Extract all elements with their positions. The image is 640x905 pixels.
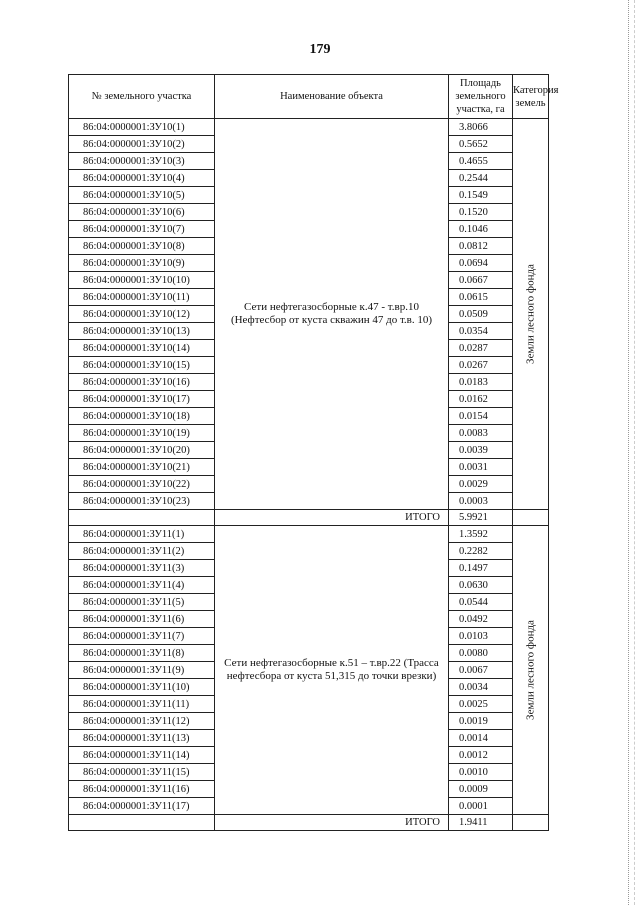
category-cell (513, 526, 549, 815)
area-cell: 0.0812 (449, 238, 513, 255)
total-label: ИТОГО (215, 815, 449, 831)
area-cell: 0.0003 (449, 493, 513, 510)
area-cell: 0.0019 (449, 713, 513, 730)
plot-number-cell: 86:04:0000001:ЗУ10(5) (69, 187, 215, 204)
area-cell: 0.0667 (449, 272, 513, 289)
page-edge-mark (634, 0, 636, 905)
plot-number-cell: 86:04:0000001:ЗУ10(8) (69, 238, 215, 255)
plot-number-cell: 86:04:0000001:ЗУ10(23) (69, 493, 215, 510)
area-cell: 0.0162 (449, 391, 513, 408)
plot-number-cell: 86:04:0000001:ЗУ10(20) (69, 442, 215, 459)
table-row (69, 119, 549, 136)
plot-number-cell: 86:04:0000001:ЗУ10(1) (69, 119, 215, 136)
table-header-row (69, 75, 549, 119)
plot-number-cell: 86:04:0000001:ЗУ10(19) (69, 425, 215, 442)
area-cell: 0.0029 (449, 476, 513, 493)
plot-number-cell: 86:04:0000001:ЗУ11(7) (69, 628, 215, 645)
area-cell: 1.3592 (449, 526, 513, 543)
area-cell: 0.0009 (449, 781, 513, 798)
plot-number-cell: 86:04:0000001:ЗУ10(15) (69, 357, 215, 374)
area-cell: 0.0031 (449, 459, 513, 476)
plot-number-cell: 86:04:0000001:ЗУ10(10) (69, 272, 215, 289)
plot-number-cell: 86:04:0000001:ЗУ10(3) (69, 153, 215, 170)
object-name-cell: Сети нефтегазосборные к.51 – т.вр.22 (Трасса нефтесбора от куста 51,315 до точки врезки) (215, 526, 449, 815)
plot-number-cell: 86:04:0000001:ЗУ10(17) (69, 391, 215, 408)
plot-number-cell: 86:04:0000001:ЗУ11(15) (69, 764, 215, 781)
plot-number-cell: 86:04:0000001:ЗУ11(17) (69, 798, 215, 815)
area-cell: 0.1520 (449, 204, 513, 221)
plot-number-cell: 86:04:0000001:ЗУ11(2) (69, 543, 215, 560)
total-label: ИТОГО (215, 510, 449, 526)
plot-number-cell: 86:04:0000001:ЗУ11(3) (69, 560, 215, 577)
area-cell: 0.0001 (449, 798, 513, 815)
total-row (69, 815, 549, 831)
area-cell: 0.0509 (449, 306, 513, 323)
area-cell: 0.0694 (449, 255, 513, 272)
area-cell: 0.0267 (449, 357, 513, 374)
plot-number-cell: 86:04:0000001:ЗУ11(12) (69, 713, 215, 730)
total-empty-cell (513, 815, 549, 831)
area-cell: 0.0014 (449, 730, 513, 747)
plot-number-cell: 86:04:0000001:ЗУ10(6) (69, 204, 215, 221)
plot-number-cell: 86:04:0000001:ЗУ10(7) (69, 221, 215, 238)
area-cell: 0.0039 (449, 442, 513, 459)
area-cell: 0.2282 (449, 543, 513, 560)
area-cell: 0.0080 (449, 645, 513, 662)
plot-number-cell: 86:04:0000001:ЗУ10(14) (69, 340, 215, 357)
plot-number-cell: 86:04:0000001:ЗУ11(10) (69, 679, 215, 696)
plot-number-cell: 86:04:0000001:ЗУ11(16) (69, 781, 215, 798)
category-label: Земли лесного фонда (524, 620, 536, 720)
plot-number-cell: 86:04:0000001:ЗУ11(11) (69, 696, 215, 713)
header-object-name: Наименование объекта (215, 75, 449, 119)
area-cell: 0.0630 (449, 577, 513, 594)
area-cell: 0.1046 (449, 221, 513, 238)
total-value: 1.9411 (449, 815, 513, 831)
plot-number-cell: 86:04:0000001:ЗУ10(22) (69, 476, 215, 493)
plot-number-cell: 86:04:0000001:ЗУ10(16) (69, 374, 215, 391)
area-cell: 0.0492 (449, 611, 513, 628)
area-cell: 0.1497 (449, 560, 513, 577)
header-plot-number: № земельного участка (69, 75, 215, 119)
plot-number-cell: 86:04:0000001:ЗУ11(6) (69, 611, 215, 628)
land-plots-table (68, 74, 559, 831)
page-edge-mark (628, 0, 630, 905)
area-cell: 3.8066 (449, 119, 513, 136)
area-cell: 0.0615 (449, 289, 513, 306)
area-cell: 0.0287 (449, 340, 513, 357)
area-cell: 0.0025 (449, 696, 513, 713)
area-cell: 0.1549 (449, 187, 513, 204)
plot-number-cell: 86:04:0000001:ЗУ10(11) (69, 289, 215, 306)
area-cell: 0.0154 (449, 408, 513, 425)
area-cell: 0.0103 (449, 628, 513, 645)
area-cell: 0.0012 (449, 747, 513, 764)
plot-number-cell: 86:04:0000001:ЗУ11(4) (69, 577, 215, 594)
plot-number-cell: 86:04:0000001:ЗУ11(1) (69, 526, 215, 543)
object-name-cell: Сети нефтегазосборные к.47 - т.вр.10 (Нефтесбор от куста скважин 47 до т.в. 10) (215, 119, 449, 510)
total-empty-cell (69, 815, 215, 831)
plot-number-cell: 86:04:0000001:ЗУ10(18) (69, 408, 215, 425)
plot-number-cell: 86:04:0000001:ЗУ10(21) (69, 459, 215, 476)
category-cell (513, 119, 549, 510)
area-cell: 0.0010 (449, 764, 513, 781)
plot-number-cell: 86:04:0000001:ЗУ11(8) (69, 645, 215, 662)
total-row (69, 510, 549, 526)
plot-number-cell: 86:04:0000001:ЗУ10(2) (69, 136, 215, 153)
plot-number-cell: 86:04:0000001:ЗУ10(12) (69, 306, 215, 323)
plot-number-cell: 86:04:0000001:ЗУ11(5) (69, 594, 215, 611)
plot-number-cell: 86:04:0000001:ЗУ10(4) (69, 170, 215, 187)
table-row (69, 526, 549, 543)
area-cell: 0.0034 (449, 679, 513, 696)
area-cell: 0.0183 (449, 374, 513, 391)
total-empty-cell (513, 510, 549, 526)
table-body (69, 119, 549, 831)
area-cell: 0.5652 (449, 136, 513, 153)
area-cell: 0.0544 (449, 594, 513, 611)
area-cell: 0.0067 (449, 662, 513, 679)
area-cell: 0.0354 (449, 323, 513, 340)
plot-number-cell: 86:04:0000001:ЗУ10(9) (69, 255, 215, 272)
plot-number-cell: 86:04:0000001:ЗУ10(13) (69, 323, 215, 340)
area-cell: 0.2544 (449, 170, 513, 187)
plot-number-cell: 86:04:0000001:ЗУ11(14) (69, 747, 215, 764)
category-label: Земли лесного фонда (524, 264, 536, 364)
plot-number-cell: 86:04:0000001:ЗУ11(13) (69, 730, 215, 747)
total-value: 5.9921 (449, 510, 513, 526)
plot-number-cell: 86:04:0000001:ЗУ11(9) (69, 662, 215, 679)
area-cell: 0.4655 (449, 153, 513, 170)
header-category: Категория земель (513, 75, 549, 119)
header-area: Площадь земельного участка, га (449, 75, 513, 119)
area-cell: 0.0083 (449, 425, 513, 442)
page-number: 179 (309, 42, 331, 57)
total-empty-cell (69, 510, 215, 526)
